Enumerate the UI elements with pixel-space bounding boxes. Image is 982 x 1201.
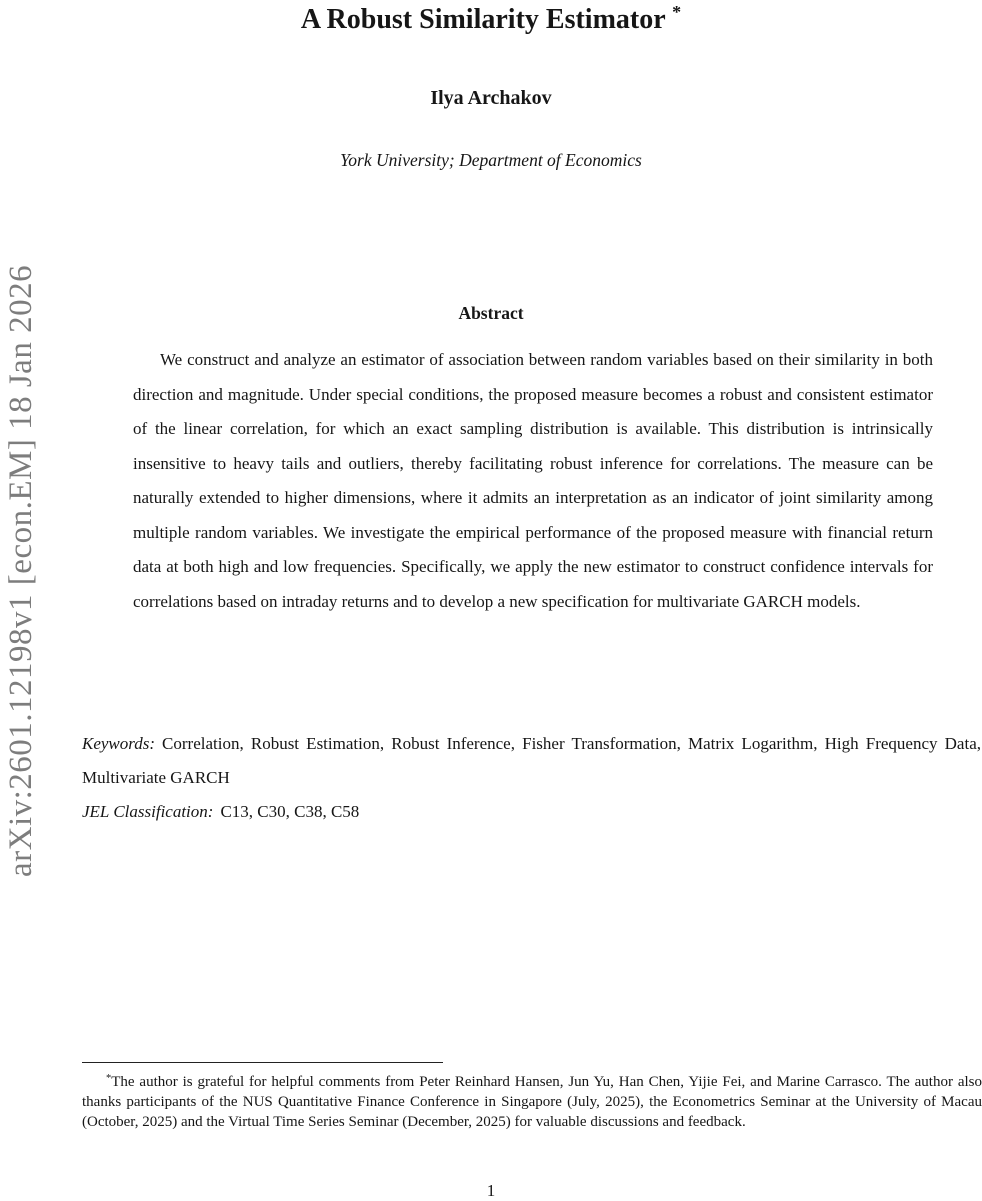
arxiv-watermark: arXiv:2601.12198v1 [econ.EM] 18 Jan 2026 (3, 264, 39, 877)
footnote-rule (82, 1062, 443, 1063)
abstract-text: We construct and analyze an estimator of association between random variables based on their similarity in both direction and magnitude. Under special conditions, the proposed measure becomes a robust and consistent estimator of the linear correlation, for which an exact sampling distribution is available. This distribution is intrinsically insensitive to heavy tails and outliers, thereby facilitating robust inference for correlations. The measure can be naturally extended to higher dimensions, where it admits an interpretation as an indicator of joint similarity among multiple random variables. We investigate the empirical performance of the proposed measure with financial return data at both high and low frequencies. Specifically, we apply the new estimator to construct confidence intervals for correlations based on intraday returns and to develop a new specification for multivariate GARCH models. (133, 350, 933, 611)
jel-label: JEL Classification: (82, 802, 214, 821)
keywords-text: Correlation, Robust Estimation, Robust Inference, Fisher Transformation, Matrix Logarithm, High Frequency Data, Multivariate GARCH (82, 734, 981, 787)
footnote (82, 1069, 982, 1132)
jel-line (82, 795, 981, 829)
keywords-label: Keywords: (82, 734, 156, 753)
jel-text: C13, C30, C38, C58 (220, 802, 360, 821)
page-number: 1 (486, 1181, 496, 1200)
footnote-marker: * (106, 1073, 112, 1084)
author-name: Ilya Archakov (430, 87, 552, 109)
paper-title (0, 2, 982, 36)
paper-title-text: A Robust Similarity Estimator (300, 4, 666, 35)
keywords-line (82, 727, 981, 795)
paper-meta (82, 727, 981, 829)
footnote-text: The author is grateful for helpful comments from Peter Reinhard Hansen, Jun Yu, Han Chen, Yijie Fei, and Marine Carrasco. The author also thanks participants of the NUS Quantitative Finance Conference in Singapore (July, 2025), the Econometrics Seminar at the University of Macau (October, 2025) and the Virtual Time Series Seminar (December, 2025) for valuable discussions and feedback. (82, 1074, 982, 1130)
author-affiliation: York University; Department of Economics (340, 150, 642, 170)
title-footnote-marker: * (672, 2, 682, 22)
abstract-heading: Abstract (458, 303, 524, 323)
